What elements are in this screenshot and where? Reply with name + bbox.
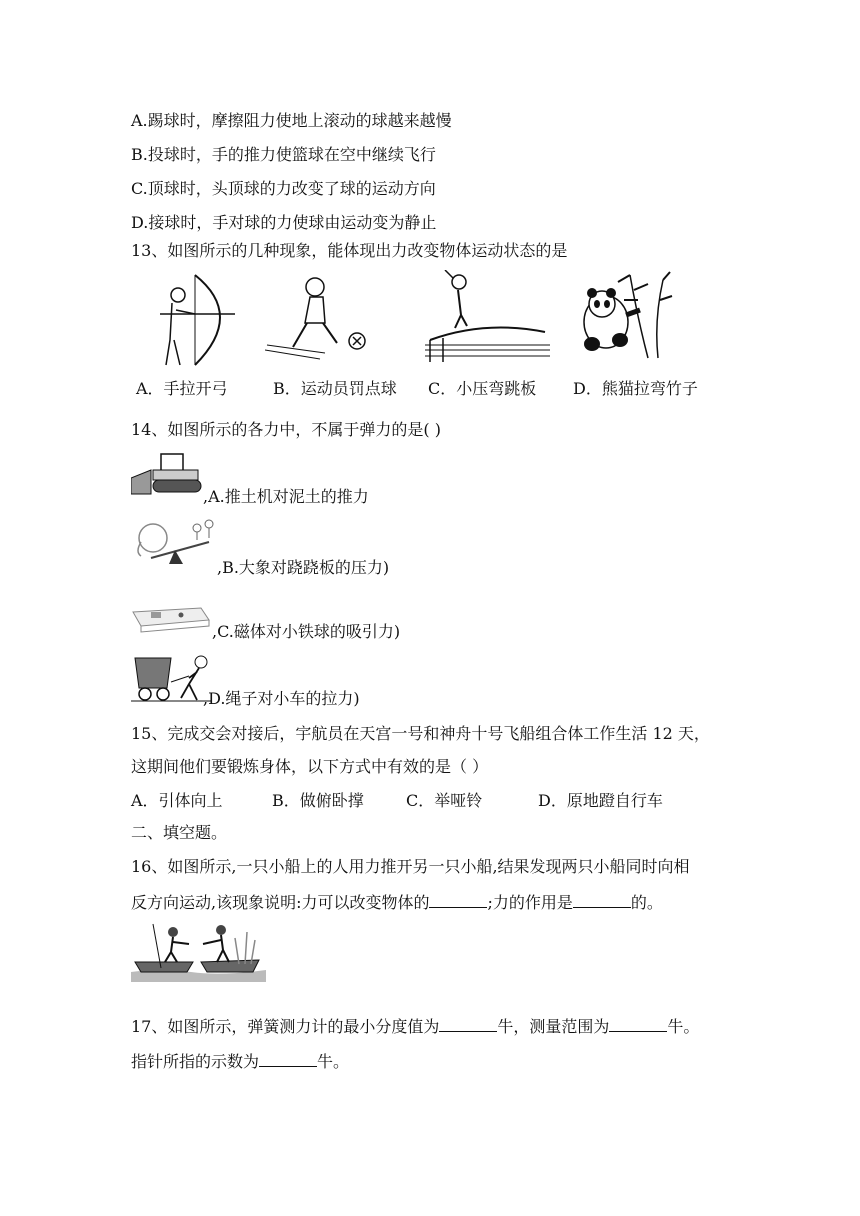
q17-blank-1[interactable] bbox=[439, 1015, 497, 1032]
q17-line1 bbox=[131, 1015, 699, 1037]
footballer-drawing bbox=[265, 275, 375, 360]
q17-line2 bbox=[131, 1050, 349, 1072]
panda-bamboo-drawing bbox=[578, 270, 673, 360]
q16-text-c: 的。 bbox=[630, 893, 663, 912]
q15-option-c: C．举哑铃 bbox=[406, 791, 483, 810]
q17-blank-3[interactable] bbox=[259, 1050, 317, 1067]
q16-blank-2[interactable] bbox=[573, 891, 631, 908]
boats-drawing bbox=[131, 920, 266, 982]
q15-option-a: A．引体向上 bbox=[131, 791, 223, 810]
q13-caption-b: B．运动员罚点球 bbox=[273, 379, 397, 398]
q17-text-d: 指针所指的示数为 bbox=[131, 1052, 260, 1071]
springboard-drawing bbox=[425, 270, 550, 365]
q12-option-c: C.顶球时，头顶球的力改变了球的运动方向 bbox=[131, 179, 436, 198]
q16-text-b: ;力的作用是 bbox=[487, 893, 573, 912]
q12-option-b: B.投球时，手的推力使篮球在空中继续飞行 bbox=[131, 145, 436, 164]
section-heading: 二、填空题。 bbox=[131, 823, 228, 842]
archer-drawing bbox=[150, 270, 240, 370]
q15-line1: 15、完成交会对接后，宇航员在天宫一号和神舟十号飞船组合体工作生活 12 天， bbox=[131, 724, 710, 743]
q13-caption-c: C．小压弯跳板 bbox=[428, 379, 537, 398]
q12-option-a: A.踢球时，摩擦阻力使地上滚动的球越来越慢 bbox=[131, 111, 452, 130]
q14-option-a: ,A.推土机对泥土的推力 bbox=[203, 487, 369, 506]
q13-stem: 13、如图所示的几种现象，能体现出力改变物体运动状态的是 bbox=[131, 241, 568, 260]
q14-option-c: ,C.磁体对小铁球的吸引力) bbox=[212, 622, 401, 641]
q17-text-e: 牛。 bbox=[317, 1052, 350, 1071]
q13-caption-a: A．手拉开弓 bbox=[136, 379, 228, 398]
q15-option-b: B．做俯卧撑 bbox=[272, 791, 364, 810]
q16-line2 bbox=[131, 891, 663, 913]
q14-stem: 14、如图所示的各力中，不属于弹力的是( ) bbox=[131, 420, 441, 439]
q17-text-a: 17、如图所示，弹簧测力计的最小分度值为 bbox=[131, 1017, 440, 1036]
q14-option-b: ,B.大象对跷跷板的压力) bbox=[217, 558, 390, 577]
q17-blank-2[interactable] bbox=[609, 1015, 667, 1032]
q17-text-b: 牛，测量范围为 bbox=[497, 1017, 610, 1036]
q14-option-d: ,D.绳子对小车的拉力) bbox=[203, 689, 360, 708]
bulldozer-drawing bbox=[131, 448, 203, 498]
q15-option-d: D．原地蹬自行车 bbox=[538, 791, 663, 810]
q16-text-a: 反方向运动,该现象说明:力可以改变物体的 bbox=[131, 893, 430, 912]
q17-text-c: 牛。 bbox=[667, 1017, 700, 1036]
q12-option-d: D.接球时，手对球的力使球由运动变为静止 bbox=[131, 213, 437, 232]
q13-caption-d: D．熊猫拉弯竹子 bbox=[573, 379, 698, 398]
q16-blank-1[interactable] bbox=[429, 891, 487, 908]
q15-line2: 这期间他们要锻炼身体，以下方式中有效的是（ ） bbox=[131, 757, 489, 776]
rope-cart-drawing bbox=[131, 652, 211, 704]
magnet-ball-drawing bbox=[131, 598, 211, 638]
q16-line1: 16、如图所示,一只小船上的人用力推开另一只小船,结果发现两只小船同时向相 bbox=[131, 857, 690, 876]
elephant-seesaw-drawing bbox=[131, 518, 219, 568]
